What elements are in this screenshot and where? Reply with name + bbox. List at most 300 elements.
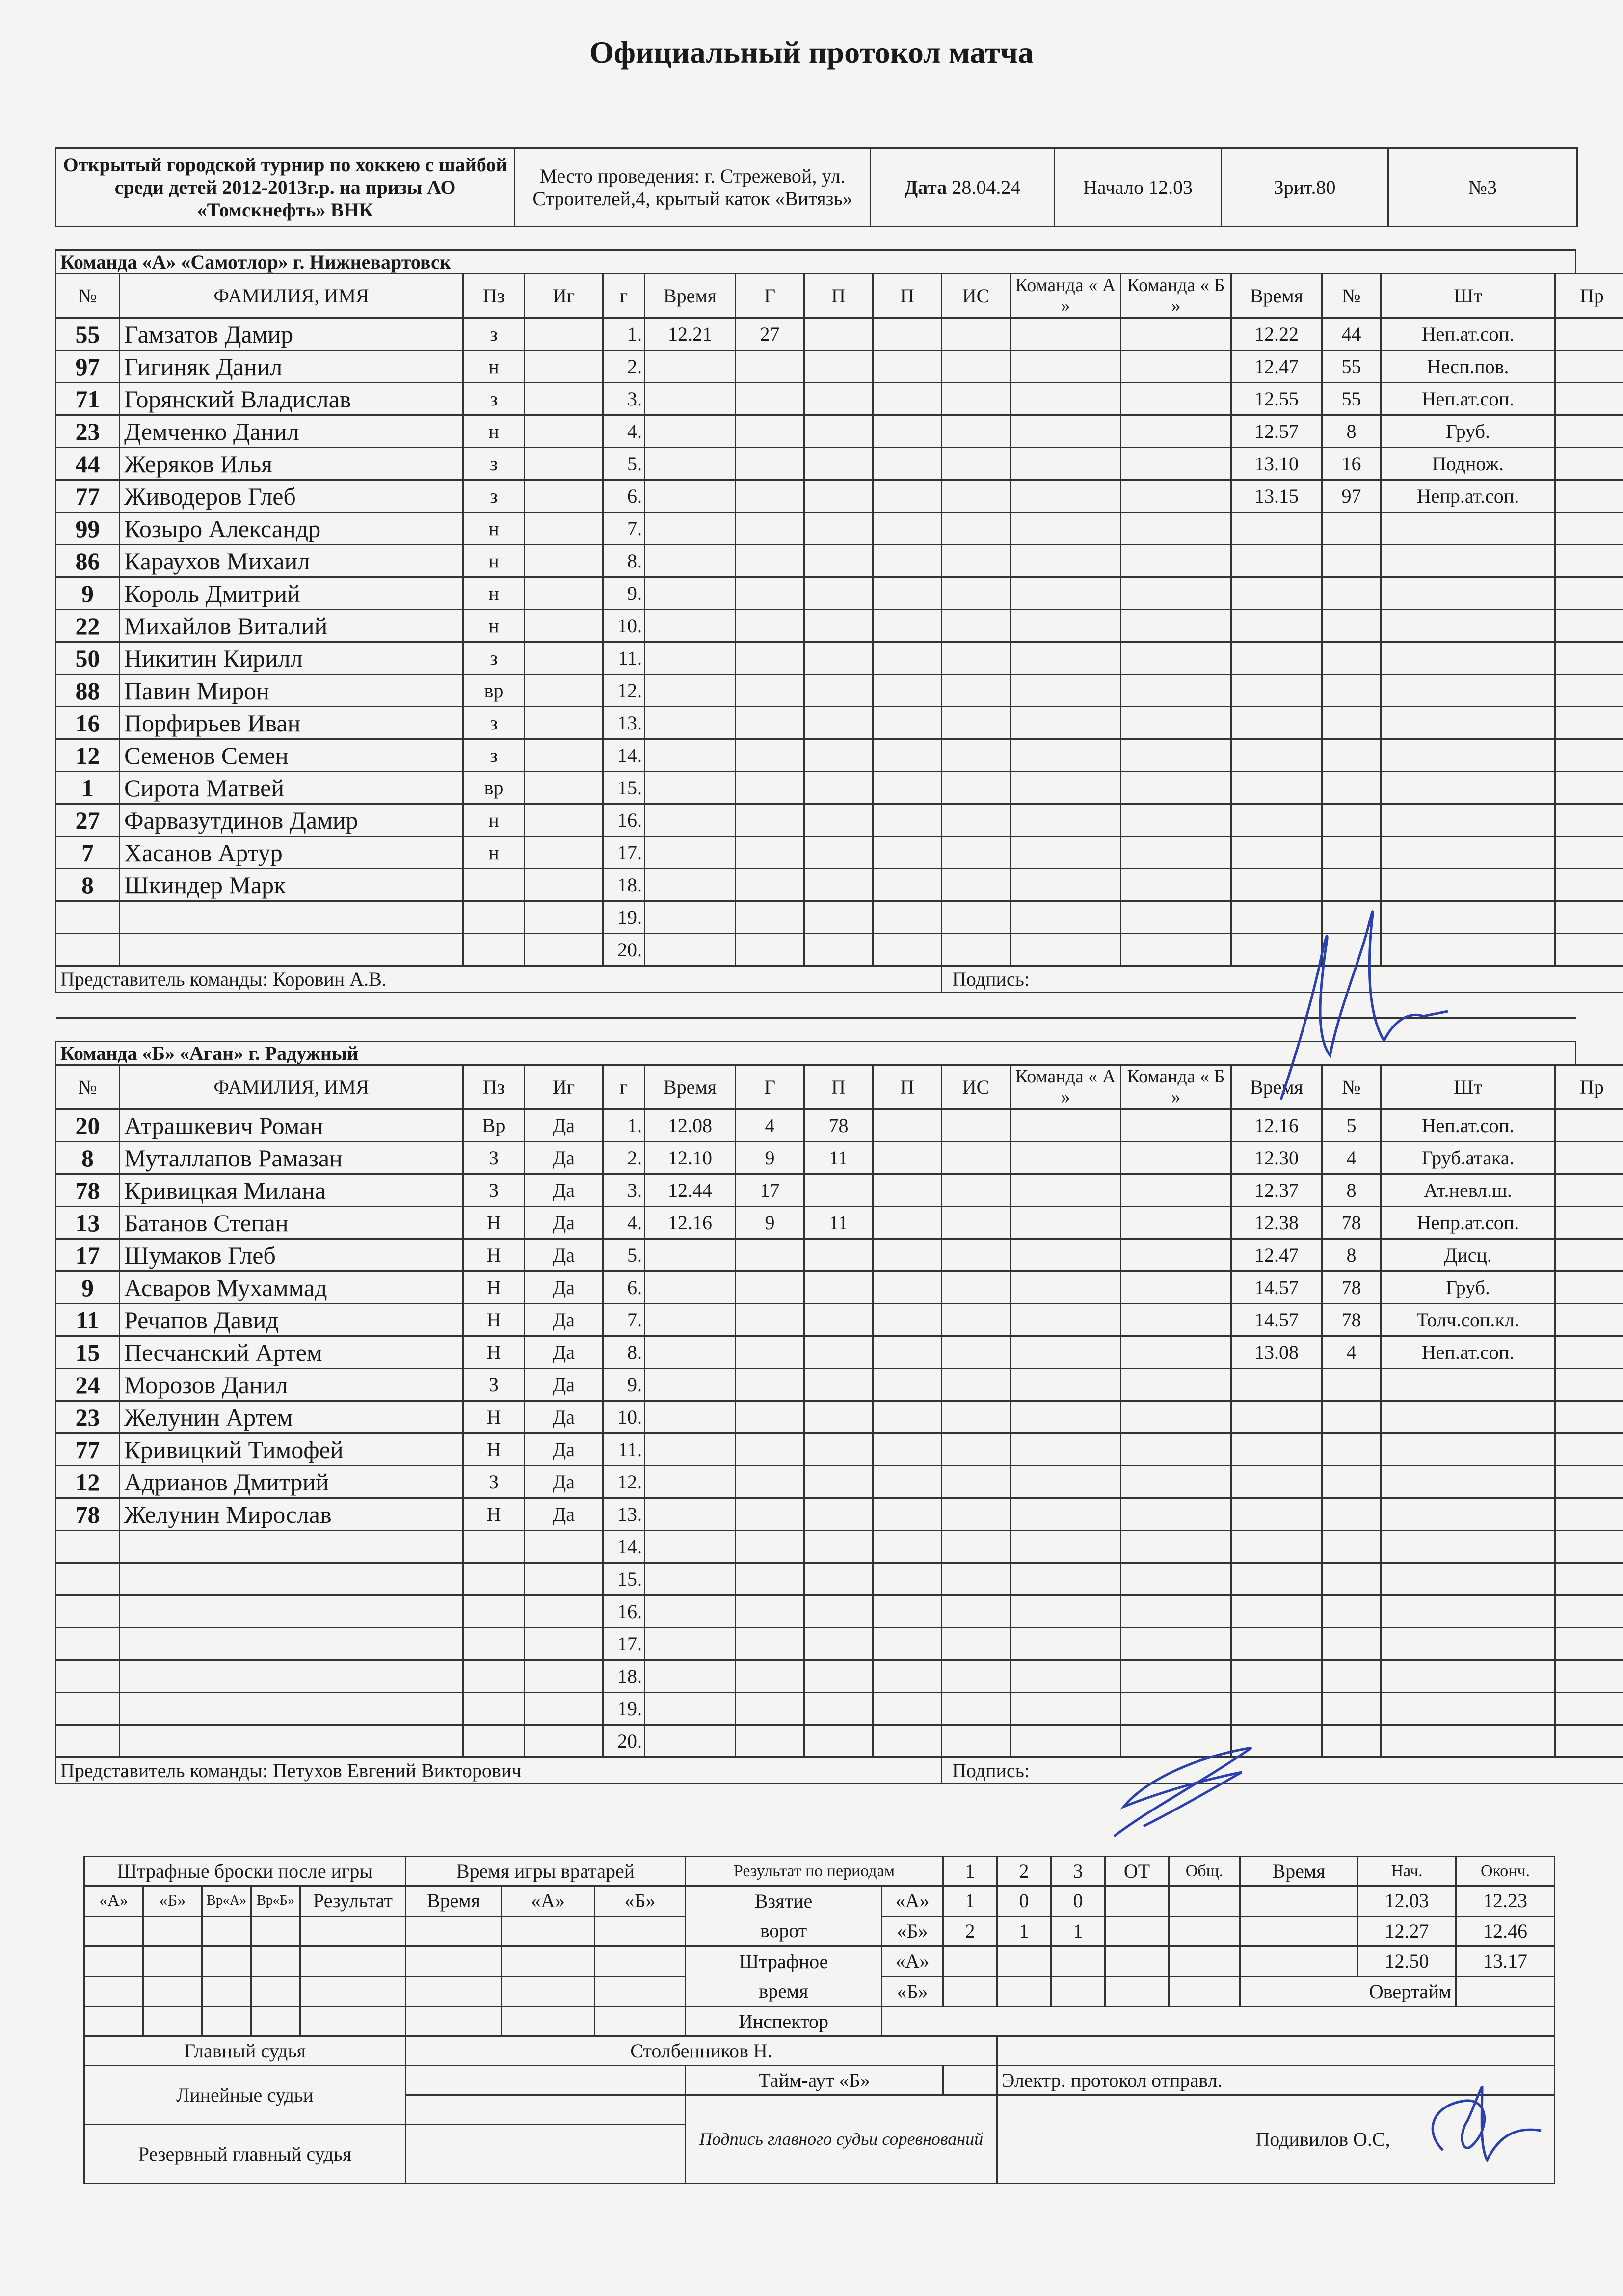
penalty-type: Неп.ат.соп. xyxy=(1381,1109,1555,1142)
player-ig xyxy=(525,383,603,415)
team-a-on-ice xyxy=(1011,415,1121,448)
penalty-player xyxy=(1322,577,1381,610)
player-number: 99 xyxy=(56,513,120,545)
player-ig xyxy=(525,610,603,642)
goals-a-total xyxy=(1169,1886,1240,1917)
player-number: 7 xyxy=(56,837,120,869)
page-title: Официальный протокол матча xyxy=(589,35,1034,70)
teamB-row xyxy=(56,1693,1623,1725)
team-b-on-ice xyxy=(1121,577,1231,610)
period-1-header: 1 xyxy=(943,1857,997,1886)
penalty-pr xyxy=(1555,804,1623,837)
goal-assist-2 xyxy=(873,513,942,545)
penalty-type xyxy=(1381,804,1555,837)
goal-index: 20. xyxy=(603,934,645,966)
goal-time xyxy=(645,1271,736,1304)
goal-assist-1 xyxy=(804,480,873,513)
teamB-col-p1: П xyxy=(804,1065,873,1109)
goal-index: 12. xyxy=(603,675,645,707)
goal-time: 12.10 xyxy=(645,1142,736,1174)
goal-index: 18. xyxy=(603,869,645,901)
goal-is xyxy=(942,739,1011,772)
goal-assist-2 xyxy=(873,1563,942,1595)
player-position: н xyxy=(463,513,525,545)
goal-scorer xyxy=(736,383,804,415)
penalty-player xyxy=(1322,1498,1381,1531)
goal-is xyxy=(942,1304,1011,1336)
penalty-type xyxy=(1381,739,1555,772)
goal-assist-2 xyxy=(873,1498,942,1531)
ot-header: ОТ xyxy=(1105,1857,1169,1886)
teamB-col-goal: Г xyxy=(736,1065,804,1109)
penalty-time xyxy=(1231,513,1322,545)
penalty-player xyxy=(1322,1433,1381,1466)
teamB-row xyxy=(56,1725,1623,1757)
teamB-row xyxy=(56,1531,1623,1563)
penalty-time: 12.30 xyxy=(1231,1142,1322,1174)
goal-is xyxy=(942,415,1011,448)
goal-is xyxy=(942,545,1011,577)
player-ig: Да xyxy=(525,1142,603,1174)
penalty-pr xyxy=(1555,675,1623,707)
teamA-col-p2: П xyxy=(873,274,942,318)
penalty-type xyxy=(1381,1595,1555,1628)
player-ig xyxy=(525,707,603,739)
goal-index: 13. xyxy=(603,1498,645,1531)
team-a-on-ice xyxy=(1011,513,1121,545)
team-a-on-ice xyxy=(1011,480,1121,513)
goals-a-p3: 0 xyxy=(1051,1886,1105,1917)
player-ig: Да xyxy=(525,1369,603,1401)
player-name: Король Дмитрий xyxy=(120,577,463,610)
teamB-col-pos: Пз xyxy=(463,1065,525,1109)
player-position: З xyxy=(463,1142,525,1174)
teamA-row xyxy=(56,318,1623,351)
player-ig: Да xyxy=(525,1401,603,1433)
goal-index: 15. xyxy=(603,772,645,804)
goal-index: 5. xyxy=(603,1239,645,1271)
player-ig xyxy=(525,901,603,934)
player-number: 55 xyxy=(56,318,120,351)
p3-start: 12.50 xyxy=(1358,1946,1456,1977)
penalty-type xyxy=(1381,1369,1555,1401)
goal-scorer xyxy=(736,739,804,772)
player-name: Асваров Мухаммад xyxy=(120,1271,463,1304)
goal-scorer xyxy=(736,1531,804,1563)
goal-scorer: 4 xyxy=(736,1109,804,1142)
goal-scorer xyxy=(736,577,804,610)
goal-assist-2 xyxy=(873,383,942,415)
goal-assist-1 xyxy=(804,1401,873,1433)
goal-is xyxy=(942,1369,1011,1401)
teamA-col-pen: Шт xyxy=(1381,274,1555,318)
teamA-col-p1: П xyxy=(804,274,873,318)
teamA-col-teamA: Команда « А » xyxy=(1011,274,1121,318)
player-position: н xyxy=(463,804,525,837)
player-position: з xyxy=(463,642,525,675)
goal-is xyxy=(942,1239,1011,1271)
player-position: З xyxy=(463,1174,525,1207)
goal-index: 17. xyxy=(603,837,645,869)
team-a-on-ice xyxy=(1011,642,1121,675)
player-position: з xyxy=(463,707,525,739)
goal-index: 16. xyxy=(603,804,645,837)
penalty-player xyxy=(1322,1401,1381,1433)
penalty-player xyxy=(1322,675,1381,707)
penalty-player: 78 xyxy=(1322,1207,1381,1239)
goal-is xyxy=(942,351,1011,383)
e-protocol-label: Электр. протокол отправл. xyxy=(997,2066,1555,2095)
penalty-pr xyxy=(1555,642,1623,675)
penalty-player xyxy=(1322,1595,1381,1628)
penalty-time xyxy=(1231,1369,1322,1401)
penalty-time-label: Штрафное время xyxy=(686,1946,882,2007)
penalty-pr xyxy=(1555,448,1623,480)
teamA-table xyxy=(55,273,1623,993)
goal-index: 14. xyxy=(603,739,645,772)
goal-assist-2 xyxy=(873,545,942,577)
penalty-player xyxy=(1322,610,1381,642)
player-number: 12 xyxy=(56,1466,120,1498)
penalty-pr xyxy=(1555,351,1623,383)
goal-assist-2 xyxy=(873,610,942,642)
p2-end: 12.46 xyxy=(1456,1916,1555,1946)
player-ig: Да xyxy=(525,1174,603,1207)
goal-assist-1 xyxy=(804,739,873,772)
goal-assist-1 xyxy=(804,1239,873,1271)
start-header: Нач. xyxy=(1358,1857,1456,1886)
penalty-type xyxy=(1381,513,1555,545)
penalty-time xyxy=(1231,577,1322,610)
goal-assist-1 xyxy=(804,869,873,901)
goal-time xyxy=(645,1628,736,1660)
goal-index: 14. xyxy=(603,1531,645,1563)
player-name xyxy=(120,1595,463,1628)
team-b-on-ice xyxy=(1121,1174,1231,1207)
player-number: 71 xyxy=(56,383,120,415)
team-a-on-ice xyxy=(1011,610,1121,642)
team-a-on-ice xyxy=(1011,675,1121,707)
chief-ref-name: Столбенников Н. xyxy=(406,2036,997,2066)
player-name: Сирота Матвей xyxy=(120,772,463,804)
goal-is xyxy=(942,1109,1011,1142)
penalty-type xyxy=(1381,1433,1555,1466)
player-ig xyxy=(525,318,603,351)
period-2-header: 2 xyxy=(997,1857,1051,1886)
goal-time xyxy=(645,739,736,772)
teamA-row xyxy=(56,610,1623,642)
penalty-time xyxy=(1231,1563,1322,1595)
player-number: 11 xyxy=(56,1304,120,1336)
goal-assist-1 xyxy=(804,577,873,610)
penalty-player xyxy=(1322,837,1381,869)
penalty-time: 14.57 xyxy=(1231,1271,1322,1304)
goal-time xyxy=(645,1466,736,1498)
penalty-type xyxy=(1381,1531,1555,1563)
teamA-row xyxy=(56,448,1623,480)
penalty-player xyxy=(1322,1369,1381,1401)
player-position xyxy=(463,1725,525,1757)
penalty-time: 13.10 xyxy=(1231,448,1322,480)
goal-time xyxy=(645,1660,736,1693)
goal-time: 12.21 xyxy=(645,318,736,351)
player-number: 86 xyxy=(56,545,120,577)
penalty-type: Неп.ат.соп. xyxy=(1381,1336,1555,1369)
penalty-type xyxy=(1381,1693,1555,1725)
goal-index: 4. xyxy=(603,415,645,448)
goal-time xyxy=(645,415,736,448)
team-a-signature xyxy=(1266,893,1453,1109)
penalty-pr xyxy=(1555,1142,1623,1174)
goal-assist-2 xyxy=(873,1628,942,1660)
player-number: 77 xyxy=(56,480,120,513)
match-header-table xyxy=(55,147,1578,227)
teamB-row xyxy=(56,1304,1623,1336)
goal-index: 19. xyxy=(603,901,645,934)
goal-index: 3. xyxy=(603,1174,645,1207)
goal-assist-2 xyxy=(873,1271,942,1304)
goal-assist-1 xyxy=(804,1433,873,1466)
goal-time xyxy=(645,901,736,934)
penalty-player xyxy=(1322,707,1381,739)
penalty-time: 12.22 xyxy=(1231,318,1322,351)
team-b-on-ice xyxy=(1121,1239,1231,1271)
goal-assist-1 xyxy=(804,1271,873,1304)
goal-assist-2 xyxy=(873,804,942,837)
goal-assist-1 xyxy=(804,642,873,675)
penalty-pr xyxy=(1555,1304,1623,1336)
player-name: Шумаков Глеб xyxy=(120,1239,463,1271)
goal-scorer xyxy=(736,707,804,739)
player-position: Н xyxy=(463,1498,525,1531)
player-number xyxy=(56,1531,120,1563)
player-position: Н xyxy=(463,1239,525,1271)
penalty-time xyxy=(1231,804,1322,837)
team-b-on-ice xyxy=(1121,1563,1231,1595)
period-3-header: 3 xyxy=(1051,1857,1105,1886)
pen-team-b: «Б» xyxy=(882,1976,943,2007)
goal-scorer: 9 xyxy=(736,1207,804,1239)
penalty-pr xyxy=(1555,1271,1623,1304)
goal-index: 4. xyxy=(603,1207,645,1239)
penalty-pr xyxy=(1555,837,1623,869)
teamA-col-no: № xyxy=(56,274,120,318)
goal-time xyxy=(645,1369,736,1401)
teamB-row xyxy=(56,1142,1623,1174)
penalty-player xyxy=(1322,1563,1381,1595)
goal-index: 9. xyxy=(603,577,645,610)
team-a-on-ice xyxy=(1011,901,1121,934)
penalty-pr xyxy=(1555,1174,1623,1207)
player-position: н xyxy=(463,837,525,869)
goal-scorer xyxy=(736,1304,804,1336)
goal-assist-2 xyxy=(873,837,942,869)
player-number: 8 xyxy=(56,869,120,901)
goal-scorer xyxy=(736,804,804,837)
team-a-on-ice xyxy=(1011,351,1121,383)
penalty-type xyxy=(1381,577,1555,610)
goal-time xyxy=(645,610,736,642)
teamA-col-time: Время xyxy=(645,274,736,318)
team-b-on-ice xyxy=(1121,1304,1231,1336)
player-ig xyxy=(525,513,603,545)
goal-is xyxy=(942,610,1011,642)
player-name: Михайлов Виталий xyxy=(120,610,463,642)
penalty-player: 78 xyxy=(1322,1304,1381,1336)
goal-is xyxy=(942,804,1011,837)
penalty-time xyxy=(1231,772,1322,804)
teamA-title-band xyxy=(55,226,1576,274)
goal-scorer xyxy=(736,1628,804,1660)
teamA-col-pos: Пз xyxy=(463,274,525,318)
so-col-a: «А» xyxy=(84,1886,143,1917)
goal-assist-1: 11 xyxy=(804,1142,873,1174)
goal-scorer xyxy=(736,1336,804,1369)
penalty-time xyxy=(1231,1498,1322,1531)
penalty-time xyxy=(1231,642,1322,675)
player-position: з xyxy=(463,480,525,513)
goal-assist-1 xyxy=(804,513,873,545)
player-number: 23 xyxy=(56,1401,120,1433)
player-number: 17 xyxy=(56,1239,120,1271)
teamA-row xyxy=(56,415,1623,448)
goal-is xyxy=(942,1271,1011,1304)
teamB-col-ig: Иг xyxy=(525,1065,603,1109)
player-number: 23 xyxy=(56,415,120,448)
team-a-on-ice xyxy=(1011,869,1121,901)
goal-scorer: 27 xyxy=(736,318,804,351)
teamA-row xyxy=(56,804,1623,837)
penalty-player xyxy=(1322,513,1381,545)
player-ig xyxy=(525,480,603,513)
gk-col-b: «Б» xyxy=(595,1886,686,1917)
teamB-row xyxy=(56,1109,1623,1142)
teamA-col-teamB: Команда « Б » xyxy=(1121,274,1231,318)
team-a-on-ice xyxy=(1011,772,1121,804)
penalty-time xyxy=(1231,1433,1322,1466)
player-position: З xyxy=(463,1369,525,1401)
player-ig xyxy=(525,1725,603,1757)
team-b-on-ice xyxy=(1121,1466,1231,1498)
venue: Место проведения: г. Стрежевой, ул. Строителей,4, крытый каток «Витязь» xyxy=(515,148,871,227)
goal-scorer: 9 xyxy=(736,1142,804,1174)
goal-scorer xyxy=(736,1271,804,1304)
goal-scorer xyxy=(736,642,804,675)
goal-index: 13. xyxy=(603,707,645,739)
penalty-pr xyxy=(1555,772,1623,804)
spectators: Зрит.80 xyxy=(1222,148,1388,227)
teamB-row xyxy=(56,1433,1623,1466)
goal-index: 15. xyxy=(603,1563,645,1595)
goal-assist-1 xyxy=(804,707,873,739)
team-a-on-ice xyxy=(1011,318,1121,351)
goal-index: 8. xyxy=(603,545,645,577)
goal-assist-2 xyxy=(873,901,942,934)
goal-scorer xyxy=(736,901,804,934)
player-name: Семенов Семен xyxy=(120,739,463,772)
goal-is xyxy=(942,772,1011,804)
penalty-pr xyxy=(1555,869,1623,901)
player-number: 16 xyxy=(56,707,120,739)
penalty-time: 12.16 xyxy=(1231,1109,1322,1142)
goal-scorer xyxy=(736,351,804,383)
so-col-gk-a: Вр«А» xyxy=(202,1886,251,1917)
teamA-row xyxy=(56,772,1623,804)
penalty-pr xyxy=(1555,1109,1623,1142)
goal-is xyxy=(942,901,1011,934)
player-name xyxy=(120,1563,463,1595)
goals-b-p1: 2 xyxy=(943,1916,997,1946)
penalty-player xyxy=(1322,545,1381,577)
team-a-on-ice xyxy=(1011,1142,1121,1174)
player-number: 77 xyxy=(56,1433,120,1466)
goal-time xyxy=(645,545,736,577)
player-name xyxy=(120,901,463,934)
player-number xyxy=(56,1628,120,1660)
goal-time xyxy=(645,804,736,837)
penalty-pr xyxy=(1555,610,1623,642)
goals-team-a: «А» xyxy=(882,1886,943,1917)
teamB-row xyxy=(56,1563,1623,1595)
goal-index: 19. xyxy=(603,1693,645,1725)
penalty-type xyxy=(1381,675,1555,707)
goal-assist-1 xyxy=(804,934,873,966)
player-name xyxy=(120,1660,463,1693)
player-position: з xyxy=(463,448,525,480)
team-b-on-ice xyxy=(1121,1207,1231,1239)
goal-assist-1 xyxy=(804,351,873,383)
goal-index: 9. xyxy=(603,1369,645,1401)
penalty-type: Толч.соп.кл. xyxy=(1381,1304,1555,1336)
player-ig xyxy=(525,772,603,804)
goal-scorer xyxy=(736,1563,804,1595)
goal-time xyxy=(645,1239,736,1271)
player-name: Шкиндер Марк xyxy=(120,869,463,901)
goal-is xyxy=(942,675,1011,707)
penalty-pr xyxy=(1555,1207,1623,1239)
penalty-type: Груб.атака. xyxy=(1381,1142,1555,1174)
goal-assist-1: 11 xyxy=(804,1207,873,1239)
goal-is xyxy=(942,1466,1011,1498)
teamB-row xyxy=(56,1207,1623,1239)
goal-assist-2 xyxy=(873,1466,942,1498)
player-name: Никитин Кирилл xyxy=(120,642,463,675)
teamB-col-p2: П xyxy=(873,1065,942,1109)
penalty-type xyxy=(1381,1628,1555,1660)
player-position xyxy=(463,1693,525,1725)
player-position: Н xyxy=(463,1271,525,1304)
penalty-pr xyxy=(1555,1433,1623,1466)
penalty-pr xyxy=(1555,1466,1623,1498)
player-ig: Да xyxy=(525,1207,603,1239)
teamB-row xyxy=(56,1498,1623,1531)
player-name: Козыро Александр xyxy=(120,513,463,545)
player-ig: Да xyxy=(525,1466,603,1498)
goal-is xyxy=(942,1725,1011,1757)
player-ig xyxy=(525,739,603,772)
player-position xyxy=(463,1660,525,1693)
p2-start: 12.27 xyxy=(1358,1916,1456,1946)
player-number: 1 xyxy=(56,772,120,804)
player-name: Жеряков Илья xyxy=(120,448,463,480)
player-position: Н xyxy=(463,1433,525,1466)
penalty-pr xyxy=(1555,707,1623,739)
team-b-on-ice xyxy=(1121,1693,1231,1725)
team-a-on-ice xyxy=(1011,1174,1121,1207)
goal-is xyxy=(942,1174,1011,1207)
player-ig xyxy=(525,545,603,577)
teamB-table xyxy=(55,1064,1623,1784)
